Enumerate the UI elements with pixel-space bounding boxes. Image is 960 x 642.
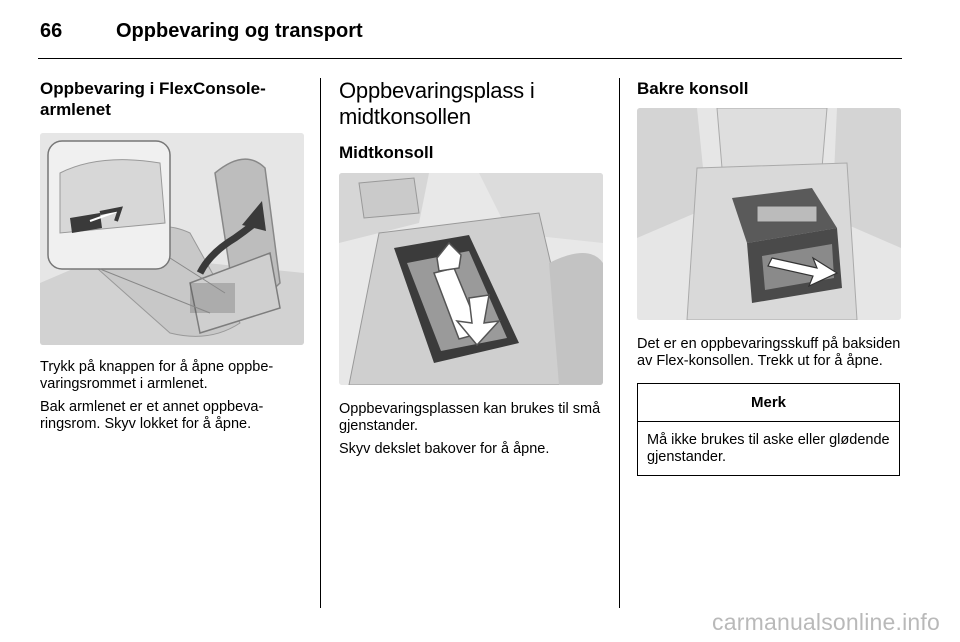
column-armrest-storage (40, 78, 304, 433)
note-box (637, 383, 900, 476)
section-heading: Oppbevaringsplass i midtkonsollen (339, 78, 535, 129)
column-divider-1 (320, 78, 321, 608)
column-divider-2 (619, 78, 620, 608)
note-text: Må ikke brukes til aske eller glødende gjenstander. (647, 432, 890, 465)
page-number: 66 (40, 20, 63, 42)
center-console-storage-illustration-icon (339, 173, 603, 385)
page-header (38, 20, 902, 60)
chapter-title: Oppbevaring og transport (116, 20, 363, 42)
instruction-paragraph-2: Bak armlenet er et annet oppbevaringsrom. Skyv lokket for å åpne. (40, 399, 264, 432)
note-title: Merk (638, 384, 899, 422)
section-heading: Oppbevaring i FlexConsole-armlenet (40, 79, 266, 119)
instruction-paragraph-2: Skyv dekslet bakover for å åpne. (339, 441, 550, 457)
section-heading: Bakre konsoll (637, 79, 749, 98)
watermark: carmanualsonline.info (712, 609, 940, 635)
armrest-storage-illustration-icon (40, 133, 304, 345)
instruction-paragraph-1: Det er en oppbevaringsskuff på baksiden av Flex-konsollen. Trekk ut for å åpne. (637, 336, 901, 369)
rear-console-drawer-illustration-icon (637, 108, 901, 320)
column-center-console (339, 78, 603, 458)
column-rear-console (637, 78, 901, 476)
instruction-paragraph-1: Trykk på knappen for å åpne oppbevaringsrommet i armlenet. (40, 359, 274, 392)
instruction-paragraph-1: Oppbevaringsplassen kan brukes til små gjenstander. (339, 401, 601, 434)
header-divider (38, 58, 902, 59)
subsection-heading: Midtkonsoll (339, 143, 434, 162)
